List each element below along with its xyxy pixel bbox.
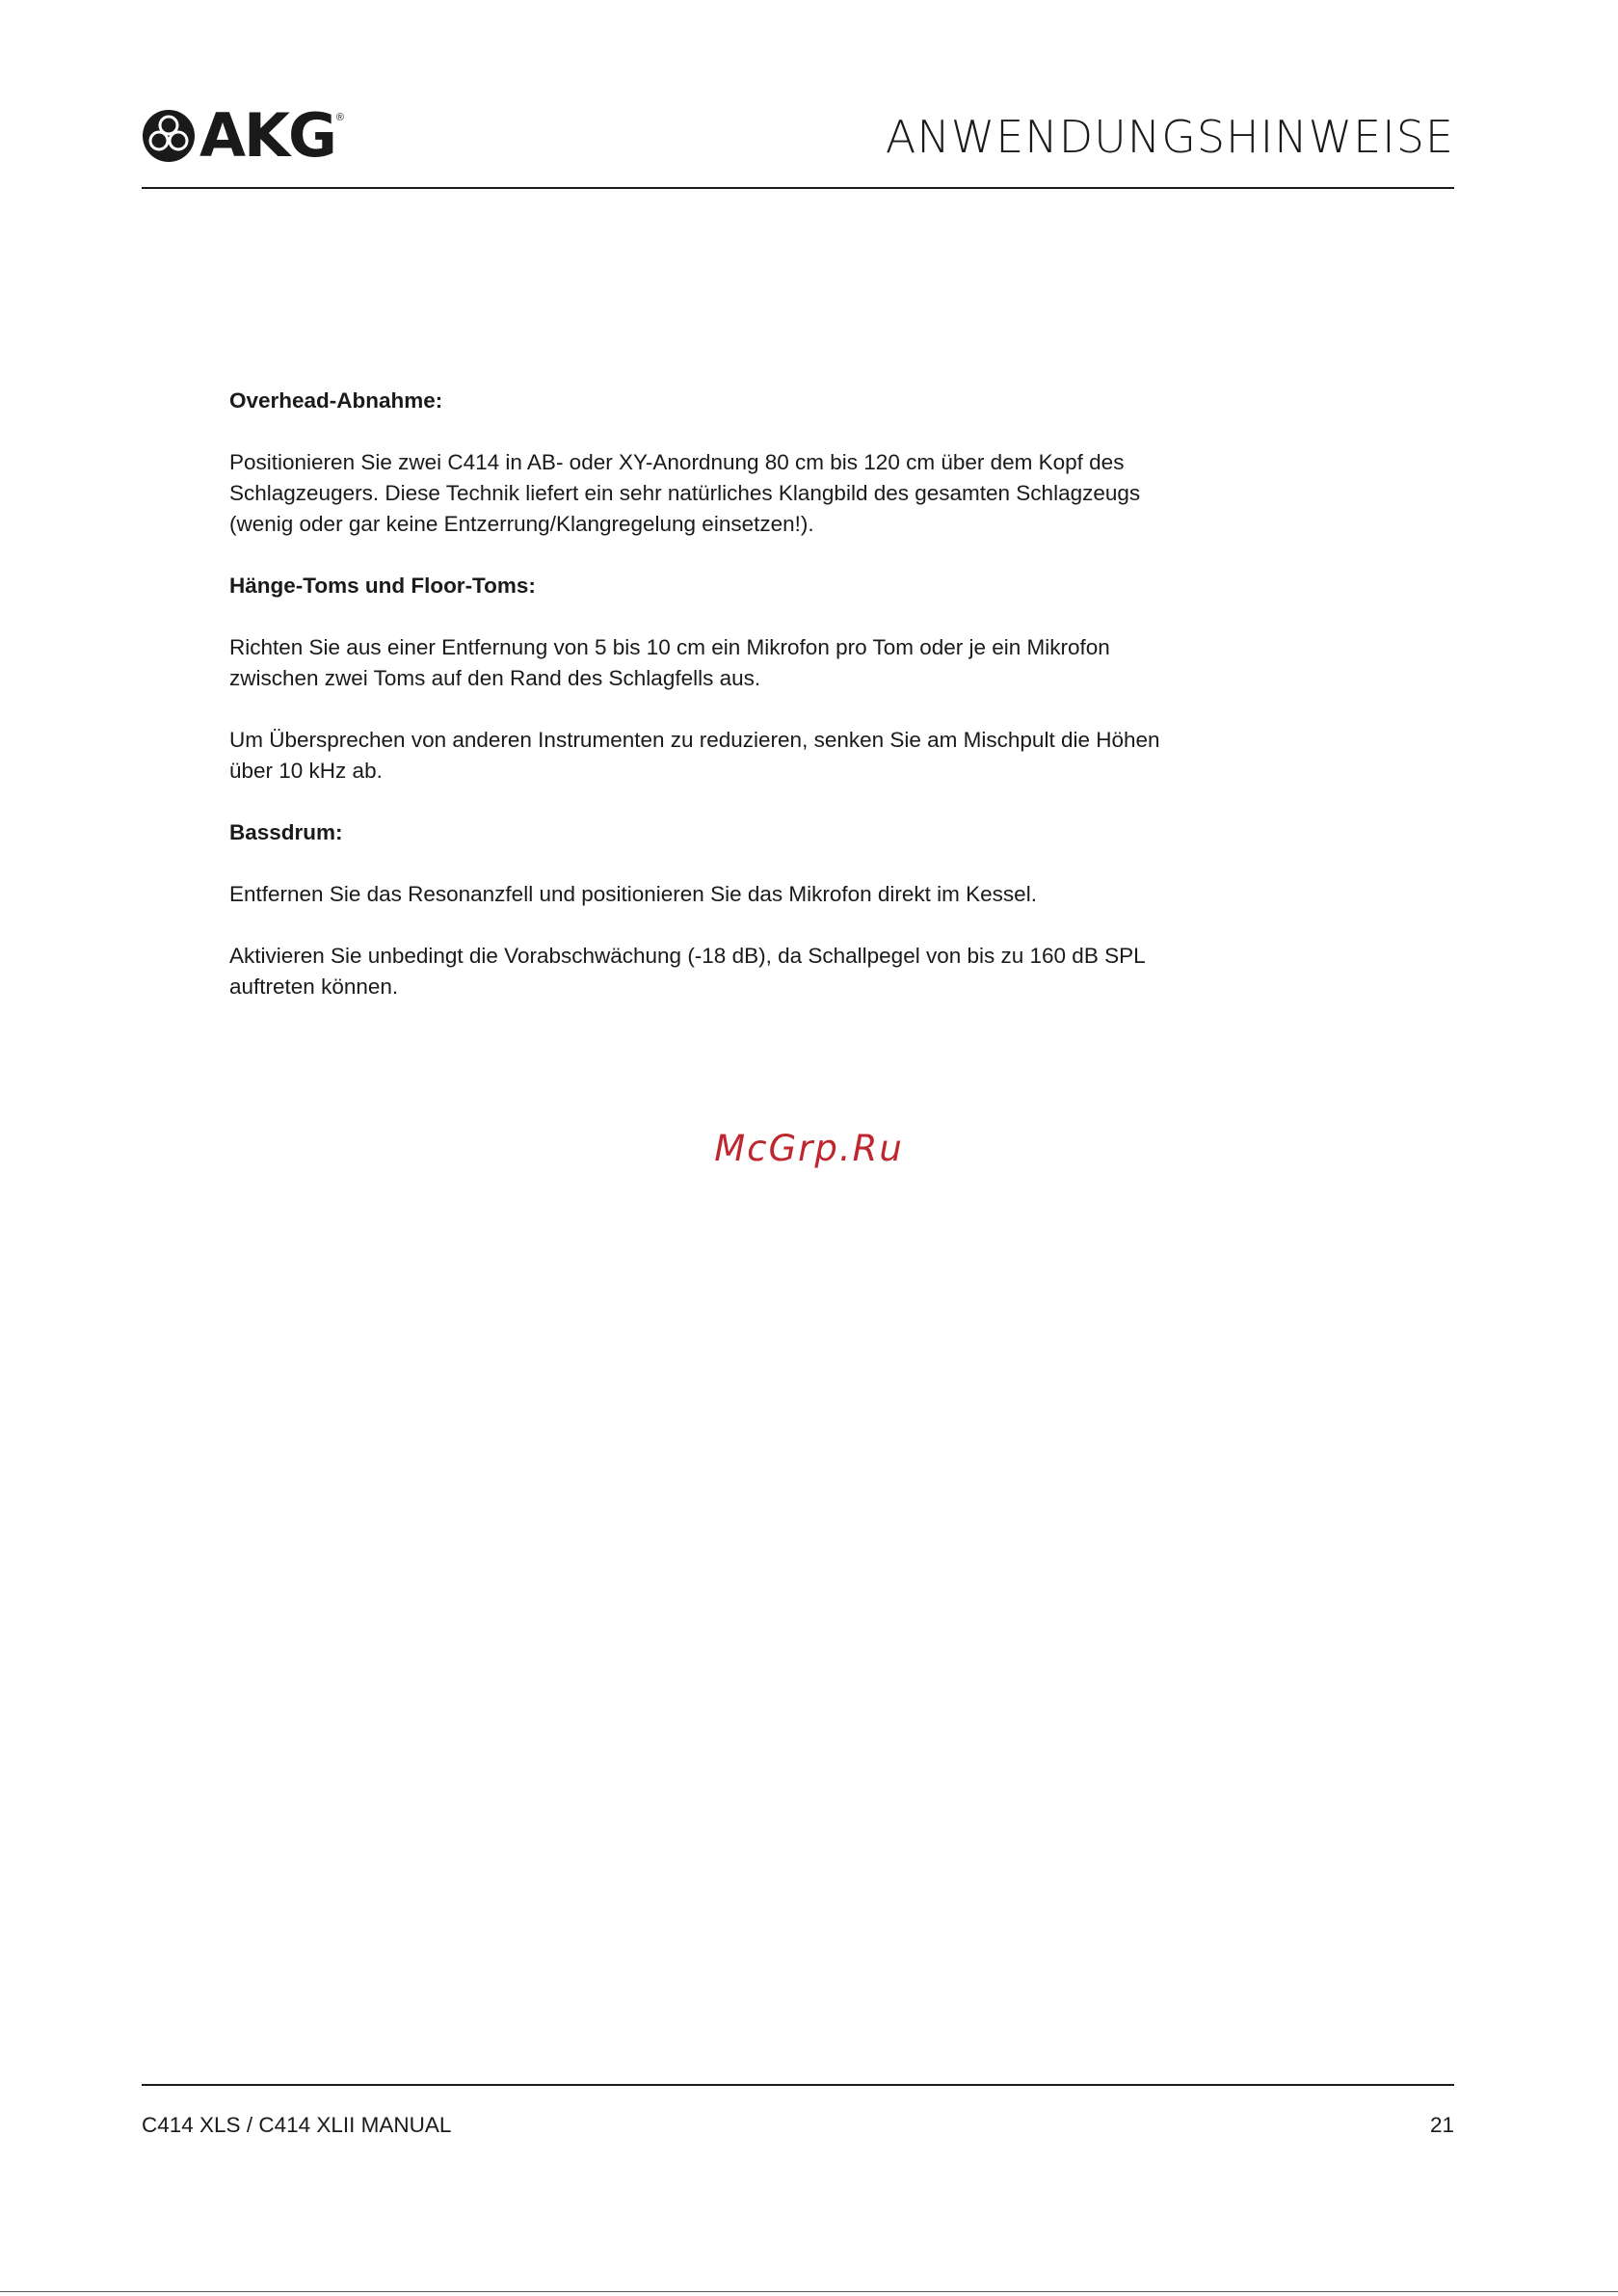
bottom-divider	[0, 2291, 1618, 2292]
manual-title: C414 XLS / C414 XLII MANUAL	[142, 2113, 452, 2137]
page-number: 21	[1429, 2113, 1454, 2137]
heading-overhead: Overhead-Abnahme:	[229, 388, 443, 413]
akg-logo-icon	[142, 109, 196, 163]
heading-bassdrum: Bassdrum:	[229, 820, 343, 844]
main-content	[229, 386, 1174, 1033]
page-header	[142, 100, 1454, 189]
paragraph-toms-position: Richten Sie aus einer Entfernung von 5 bis 10 cm ein Mikrofon pro Tom oder je ein Mikrofon zwischen zwei Toms auf den Rand des Schlagfells aus.	[229, 635, 1110, 690]
paragraph-bassdrum-pad: Aktivieren Sie unbedingt die Vorabschwächung (-18 dB), da Schallpegel von bis zu 160 dB SPL auftreten können.	[229, 944, 1145, 999]
paragraph-toms-crosstalk: Um Übersprechen von anderen Instrumenten zu reduzieren, senken Sie am Mischpult die Höhen über 10 kHz ab.	[229, 728, 1160, 783]
paragraph-bassdrum-position: Entfernen Sie das Resonanzfell und positionieren Sie das Mikrofon direkt im Kessel.	[229, 882, 1037, 906]
registered-mark: ®	[335, 112, 345, 123]
section-title: ANWENDUNGSHINWEISE	[885, 111, 1454, 163]
brand-name: AKG	[199, 100, 335, 171]
page-footer	[142, 2084, 1454, 2137]
paragraph-overhead: Positionieren Sie zwei C414 in AB- oder XY-Anordnung 80 cm bis 120 cm über dem Kopf des Schlagzeugers. Diese Technik liefert ein sehr natürliches Klangbild des gesamten Schlagzeugs (wenig oder gar keine Entzerrung/Klangregelung einsetzen!).	[229, 450, 1141, 536]
heading-toms: Hänge-Toms und Floor-Toms:	[229, 574, 536, 598]
watermark-link[interactable]: McGrp.Ru	[714, 1128, 904, 1169]
akg-logo	[142, 100, 345, 171]
